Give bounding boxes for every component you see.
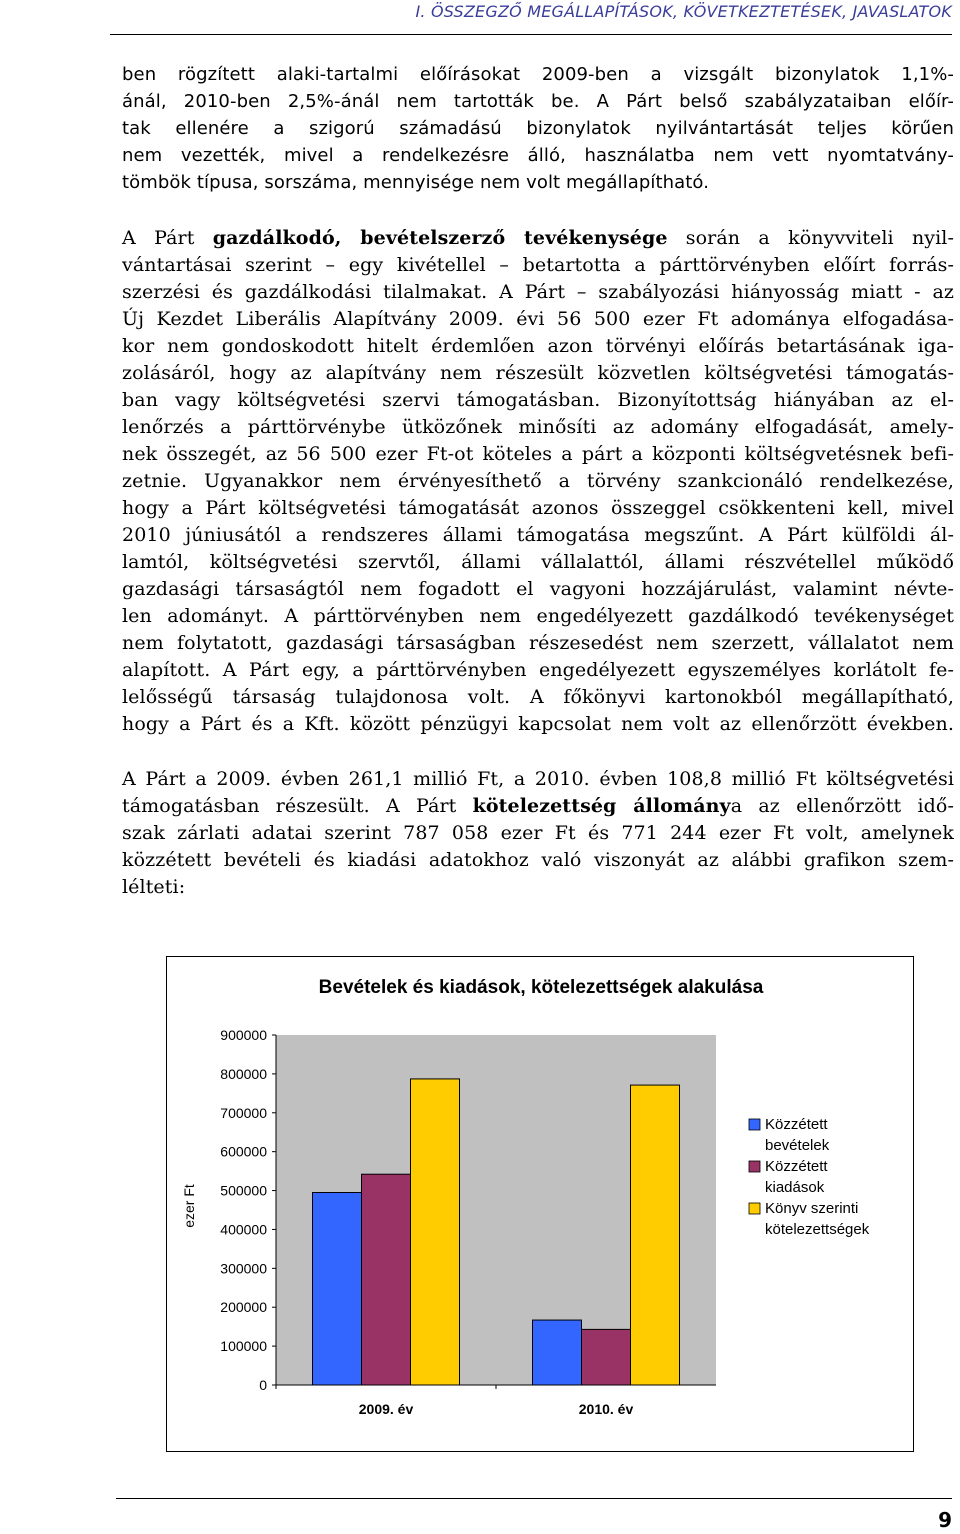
text-line: szerzési és gazdálkodási tilalmakat. A Párt – szabályozási hiányosság miatt - az	[122, 281, 954, 303]
text-line: 2010 júniusától a rendszeres állami támogatása megszűnt. A Párt külföldi ál-	[122, 524, 954, 546]
amount-2010: 771 244 ezer Ft	[621, 822, 794, 844]
text-line: zolásáról, hogy az alapítvány nem részesült közvetlen költségvetési támogatás-	[122, 362, 954, 384]
y-tick-label: 800000	[220, 1065, 267, 1082]
bar-chart	[167, 957, 912, 1450]
y-tick-label: 300000	[220, 1260, 267, 1277]
y-tick-label: 0	[259, 1377, 267, 1393]
text-line: Új Kezdet Liberális Alapítvány 2009. évi 56 500 ezer Ft adománya elfogadása-	[122, 308, 954, 330]
text-span: során a könyvviteli nyil-	[667, 227, 955, 249]
y-tick-label: 500000	[220, 1182, 267, 1199]
text-line: tak ellenére a szigorú számadású bizonylatok nyilvántartását teljes körűen	[122, 118, 954, 139]
text-line: lenőrzés a párttörvénybe ütközőnek minősíti az adomány elfogadását, amely-	[122, 416, 954, 438]
text-line: nem vezették, mivel a rendelkezésre álló, használatba nem vett nyomtatvány-	[122, 145, 954, 166]
text-line: tömbök típusa, sorszáma, mennyisége nem volt megállapítható.	[122, 172, 710, 193]
text-line	[122, 820, 954, 847]
text-line: gazdasági társaságtól nem fogadott el vagyoni hozzájárulást, valamint névte-	[122, 578, 954, 600]
legend-swatch	[749, 1161, 760, 1172]
chart-frame	[166, 956, 914, 1452]
footer-rule	[116, 1498, 952, 1499]
text-span: a az ellenőrzött idő-	[730, 795, 954, 817]
text-line: kor nem gondoskodott hitelt érdemlően azon törvényi előírás betartásának iga-	[122, 335, 954, 357]
amount-2009: 787 058 ezer Ft	[403, 822, 576, 844]
bar	[631, 1085, 680, 1385]
text-span: szak zárlati adatai szerint	[122, 822, 404, 844]
text-span: és	[575, 822, 622, 844]
legend-label: Közzétett	[765, 1158, 828, 1175]
page-number: 9	[938, 1508, 952, 1532]
legend-label: Könyv szerinti	[765, 1200, 859, 1217]
text-line	[122, 225, 954, 252]
text-span: támogatásban részesült. A Párt	[122, 795, 473, 817]
text-line: ban vagy költségvetési szervi támogatásban. Bizonyítottság hiányában az el-	[122, 389, 954, 411]
y-tick-label: 600000	[220, 1143, 267, 1160]
bar	[582, 1329, 631, 1385]
text-line: lélteti:	[122, 876, 186, 898]
legend-label: bevételek	[765, 1137, 830, 1154]
bar	[313, 1193, 362, 1386]
header-rule	[110, 34, 952, 35]
paragraph-3	[122, 766, 954, 901]
text-line: alapított. A Párt egy, a párttörvényben engedélyezett egyszemélyes korlátolt fe-	[122, 659, 954, 681]
text-line: len adományt. A párttörvényben nem engedélyezett gazdálkodó tevékenységet	[122, 605, 954, 627]
text-line: nek összegét, az 56 500 ezer Ft-ot köteles a párt a központi költségvetésnek befi-	[122, 443, 954, 465]
y-axis-title: ezer Ft	[181, 1184, 197, 1228]
y-tick-label: 100000	[220, 1338, 267, 1355]
text-line: vántartásai szerint – egy kivétellel – betartotta a párttörvényben előírt forrás-	[122, 254, 954, 276]
text-line	[122, 793, 954, 820]
legend-swatch	[749, 1119, 760, 1130]
bar	[533, 1320, 582, 1385]
legend-label: Közzétett	[765, 1116, 828, 1133]
chart-title: Bevételek és kiadások, kötelezettségek alakulása	[318, 977, 764, 998]
bold-span: gazdálkodó, bevételszerző tevékenysége	[212, 227, 668, 249]
legend-label: kötelezettségek	[765, 1221, 870, 1238]
y-tick-label: 400000	[220, 1221, 267, 1238]
paragraph-1	[122, 61, 954, 196]
bar	[411, 1079, 460, 1385]
text-line: közzétett bevételi és kiadási adatokhoz való viszonyát az alábbi grafikon szem-	[122, 849, 954, 871]
x-tick-label: 2010. év	[578, 1401, 634, 1417]
text-span: volt, amelynek	[794, 822, 954, 844]
text-line: lamtól, költségvetési szervtől, állami vállalattól, állami részvétellel működő	[122, 551, 954, 573]
text-line	[122, 88, 954, 115]
legend-swatch	[749, 1203, 760, 1214]
bar	[362, 1174, 411, 1385]
text-line: A Párt a 2009. évben 261,1 millió Ft, a 2010. évben 108,8 millió Ft költségvetési	[122, 768, 954, 790]
text-line: ben rögzített alaki-tartalmi előírásokat 2009-ben a vizsgált bizonylatok 1,1%-	[122, 64, 954, 85]
y-tick-label: 200000	[220, 1299, 267, 1316]
y-tick-label: 700000	[220, 1104, 267, 1121]
bold-span: kötelezettség állomány	[472, 795, 731, 817]
running-header: I. ÖSSZEGZŐ MEGÁLLAPÍTÁSOK, KÖVETKEZTETÉSEK, JAVASLATOK	[415, 2, 952, 21]
y-tick-label: 900000	[220, 1027, 267, 1043]
x-tick-label: 2009. év	[358, 1401, 414, 1417]
text-line: zetnie. Ugyanakkor nem érvényesíthető a törvény szankcionáló rendelkezése,	[122, 470, 954, 492]
text-line: hogy a Párt költségvetési támogatását azonos összeggel csökkenteni kell, mivel	[122, 497, 954, 519]
text-span: ánál, 2010-ben 2,5%-ánál nem tartották be. A Párt belső szabályzataiban előír-	[122, 91, 954, 112]
text-line: lelősségű társaság tulajdonosa volt. A főkönyvi kartonokból megállapítható,	[122, 686, 954, 708]
text-span: A Párt	[122, 227, 213, 249]
text-line: nem folytatott, gazdasági társaságban részesedést nem szerzett, vállalatot nem	[122, 632, 954, 654]
legend-label: kiadások	[765, 1179, 825, 1196]
paragraph-2	[122, 225, 954, 738]
text-line: hogy a Párt és a Kft. között pénzügyi kapcsolat nem volt az ellenőrzött években.	[122, 713, 954, 735]
